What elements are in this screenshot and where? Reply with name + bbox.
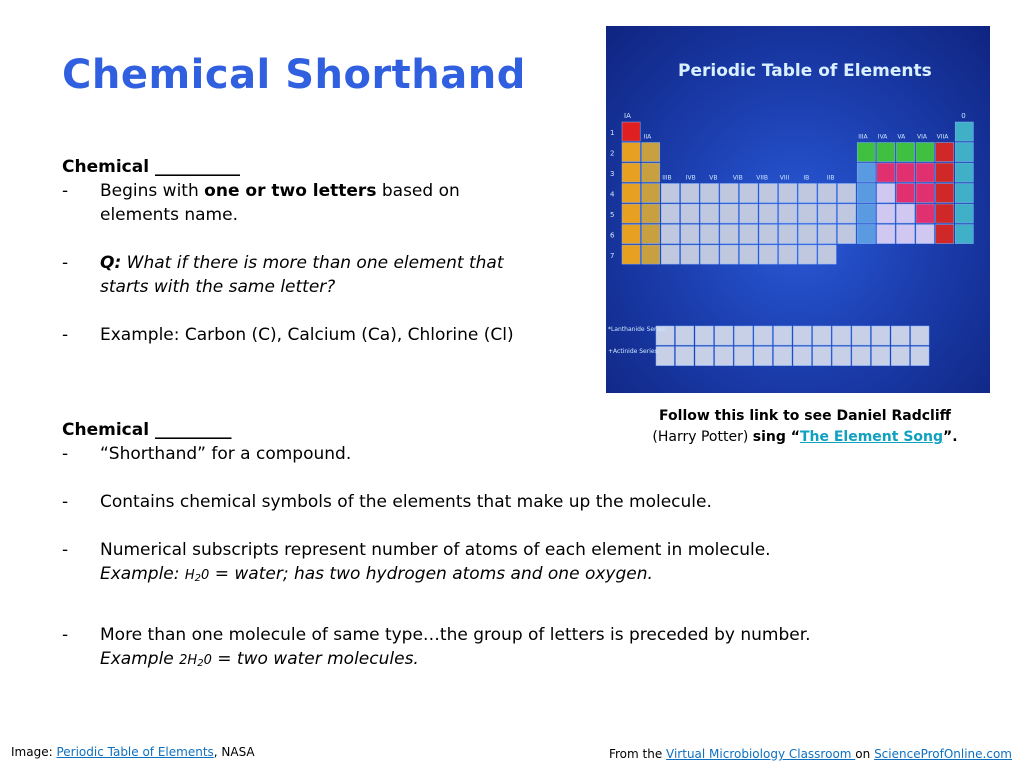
element-cell <box>622 163 640 182</box>
element-cell <box>798 204 816 223</box>
table-label: IIIB <box>662 174 672 182</box>
element-cell <box>916 204 934 223</box>
element-cell <box>740 225 758 244</box>
example-label: Example: <box>100 564 185 584</box>
table-label: 4 <box>610 190 615 199</box>
element-cell <box>936 184 954 203</box>
bullet-text: based on <box>376 181 460 201</box>
element-cell <box>695 326 713 345</box>
element-cell <box>676 347 694 366</box>
element-cell <box>622 225 640 244</box>
element-cell <box>911 347 929 366</box>
element-cell <box>832 326 850 345</box>
element-cell <box>838 225 856 244</box>
element-cell <box>622 184 640 203</box>
element-cell <box>740 184 758 203</box>
bullet-text: Example: Carbon (C), Calcium (Ca), Chlorine (Cl) <box>100 325 514 345</box>
element-cell <box>681 245 699 264</box>
element-cell <box>720 225 738 244</box>
element-cell <box>661 204 679 223</box>
table-label: 1 <box>610 129 615 137</box>
element-cell <box>955 163 973 182</box>
element-cell <box>661 184 679 203</box>
table-label: IB <box>803 174 810 182</box>
element-cell <box>642 204 660 223</box>
question-text: starts with the same letter? <box>100 277 336 297</box>
table-label: +Actinide Series <box>608 348 658 355</box>
example-label: Example <box>100 649 180 669</box>
element-cell <box>642 225 660 244</box>
bullet-item <box>62 538 811 591</box>
table-label: IIA <box>643 133 652 141</box>
table-label: 7 <box>610 252 615 260</box>
element-cell <box>774 326 792 345</box>
element-cell <box>936 204 954 223</box>
element-cell <box>720 245 738 264</box>
example-text: = water; has two hydrogen atoms and one oxygen. <box>209 564 653 584</box>
formula-o: 0 <box>203 653 212 668</box>
table-label: VIIB <box>756 174 769 182</box>
element-cell <box>877 184 895 203</box>
periodic-table-link[interactable]: Periodic Table of Elements <box>56 745 214 759</box>
element-cell <box>642 163 660 182</box>
bullet-dash: - <box>62 253 69 273</box>
table-label: 6 <box>610 231 615 240</box>
element-cell <box>754 347 772 366</box>
element-cell <box>622 245 640 264</box>
example-text: = two water molecules. <box>211 649 419 669</box>
element-cell <box>622 204 640 223</box>
element-cell <box>774 347 792 366</box>
element-cell <box>661 225 679 244</box>
source-mid: on <box>855 747 875 761</box>
element-cell <box>759 204 777 223</box>
element-cell <box>896 225 914 244</box>
element-cell <box>661 245 679 264</box>
table-label: IVA <box>877 133 888 141</box>
caption-text: sing “ <box>752 429 800 445</box>
element-cell <box>622 143 640 162</box>
element-cell <box>916 163 934 182</box>
element-cell <box>818 204 836 223</box>
bullet-text: “Shorthand” for a compound. <box>100 444 352 464</box>
source-credit <box>609 747 1012 761</box>
element-cell <box>700 204 718 223</box>
table-label: 5 <box>610 211 615 219</box>
section-chemical-formula <box>62 418 811 676</box>
bullet-dash: - <box>62 444 69 464</box>
element-cell <box>955 204 973 223</box>
element-cell <box>740 245 758 264</box>
image-credit <box>11 745 255 759</box>
table-label: VA <box>897 133 906 141</box>
element-cell <box>832 347 850 366</box>
bullet-item <box>62 490 811 514</box>
formula-h: H <box>184 568 195 583</box>
scienceprofonline-link[interactable]: ScienceProfOnline.com <box>874 747 1012 761</box>
element-cell <box>681 204 699 223</box>
bullet-text: More than one molecule of same type…the group of letters is preceded by number. <box>100 625 811 645</box>
element-cell <box>715 326 733 345</box>
element-cell <box>622 122 640 141</box>
element-cell <box>779 225 797 244</box>
element-cell <box>818 184 836 203</box>
element-cell <box>955 143 973 162</box>
section-heading: Chemical __________ <box>62 157 240 177</box>
virtual-microbiology-link[interactable]: Virtual Microbiology Classroom <box>666 747 856 761</box>
element-cell <box>838 204 856 223</box>
element-cell <box>936 143 954 162</box>
element-cell <box>818 225 836 244</box>
bullet-dash: - <box>62 540 69 560</box>
element-cell <box>715 347 733 366</box>
bullet-text: Numerical subscripts represent number of atoms of each element in molecule. <box>100 540 771 560</box>
element-cell <box>877 225 895 244</box>
caption-text: ”. <box>943 429 958 445</box>
element-cell <box>700 225 718 244</box>
element-cell <box>857 184 875 203</box>
bullet-item <box>62 251 514 299</box>
table-label: 3 <box>610 170 615 178</box>
bullet-item <box>62 179 514 227</box>
formula-2h: 2H <box>179 653 198 668</box>
element-cell <box>681 225 699 244</box>
element-cell <box>891 326 909 345</box>
element-cell <box>813 347 831 366</box>
element-cell <box>955 122 973 141</box>
table-label: VIA <box>917 133 927 141</box>
question-text: What if there is more than one element that <box>121 253 504 273</box>
element-cell <box>857 143 875 162</box>
element-cell <box>852 347 870 366</box>
element-cell <box>891 347 909 366</box>
element-cell <box>700 184 718 203</box>
formula-subscript: 2 <box>194 573 202 584</box>
element-cell <box>759 184 777 203</box>
element-cell <box>779 184 797 203</box>
section-element-symbols <box>62 155 514 347</box>
bullet-item <box>62 623 811 676</box>
bullet-item <box>62 323 514 347</box>
page-title: Chemical Shorthand <box>62 52 526 98</box>
table-label: 0 <box>961 112 966 120</box>
element-cell <box>642 184 660 203</box>
section-heading: Chemical _________ <box>62 420 232 440</box>
caption-line: Follow this link to see Daniel Radcliff <box>659 408 951 424</box>
element-cell <box>695 347 713 366</box>
element-cell <box>896 204 914 223</box>
element-cell <box>720 184 738 203</box>
element-cell <box>818 245 836 264</box>
element-cell <box>759 225 777 244</box>
table-label: IVB <box>685 174 696 182</box>
table-label: VIII <box>779 174 790 182</box>
element-cell <box>734 347 752 366</box>
element-cell <box>857 163 875 182</box>
credit-suffix: , NASA <box>213 745 255 759</box>
bullet-text: Begins with <box>100 181 205 201</box>
element-cell <box>779 245 797 264</box>
element-cell <box>872 347 890 366</box>
element-cell <box>759 245 777 264</box>
element-cell <box>955 225 973 244</box>
element-cell <box>916 225 934 244</box>
element-cell <box>656 347 674 366</box>
element-cell <box>734 326 752 345</box>
element-cell <box>813 326 831 345</box>
caption-text: (Harry Potter) <box>652 429 753 445</box>
element-cell <box>793 326 811 345</box>
element-cell <box>872 326 890 345</box>
element-song-link[interactable]: The Element Song <box>799 429 944 445</box>
element-cell <box>955 184 973 203</box>
element-cell <box>896 184 914 203</box>
element-cell <box>877 143 895 162</box>
bullet-dash: - <box>62 625 69 645</box>
bullet-text: Contains chemical symbols of the elements that make up the molecule. <box>100 492 712 512</box>
periodic-table-image <box>606 26 990 393</box>
element-cell <box>896 143 914 162</box>
element-cell <box>720 204 738 223</box>
table-label: VIIA <box>936 133 949 141</box>
table-label: VB <box>709 174 718 182</box>
element-cell <box>911 326 929 345</box>
bullet-dash: - <box>62 325 69 345</box>
question-label: Q: <box>100 253 122 273</box>
table-label: IIB <box>826 174 835 182</box>
element-cell <box>838 184 856 203</box>
table-label: *Lanthanide Series <box>608 326 665 333</box>
bullet-dash: - <box>62 492 69 512</box>
element-cell <box>852 326 870 345</box>
formula-subscript: 2 <box>197 658 204 669</box>
element-cell <box>857 225 875 244</box>
element-cell <box>877 163 895 182</box>
element-cell <box>936 163 954 182</box>
element-cell <box>877 204 895 223</box>
element-cell <box>676 326 694 345</box>
table-label: VIB <box>732 174 743 182</box>
element-cell <box>779 204 797 223</box>
element-cell <box>798 245 816 264</box>
element-cell <box>754 326 772 345</box>
bullet-bold-text: one or two letters <box>204 181 377 201</box>
bullet-text: elements name. <box>100 205 238 225</box>
element-cell <box>793 347 811 366</box>
song-link-caption <box>600 406 1010 448</box>
bullet-dash: - <box>62 181 69 201</box>
periodic-table-title: Periodic Table of Elements <box>678 61 932 81</box>
element-cell <box>896 163 914 182</box>
element-cell <box>916 143 934 162</box>
source-prefix: From the <box>608 747 667 761</box>
element-cell <box>798 184 816 203</box>
table-label: IA <box>624 112 631 120</box>
element-cell <box>700 245 718 264</box>
element-cell <box>916 184 934 203</box>
element-cell <box>857 204 875 223</box>
table-label: 2 <box>610 149 615 158</box>
element-cell <box>642 245 660 264</box>
table-label: IIIA <box>858 133 868 141</box>
element-cell <box>798 225 816 244</box>
periodic-table-graphic <box>606 26 990 393</box>
element-cell <box>642 143 660 162</box>
element-cell <box>936 225 954 244</box>
formula-o: 0 <box>201 568 210 583</box>
credit-prefix: Image: <box>11 745 57 759</box>
element-cell <box>740 204 758 223</box>
periodic-table-cells <box>622 122 973 366</box>
element-cell <box>681 184 699 203</box>
